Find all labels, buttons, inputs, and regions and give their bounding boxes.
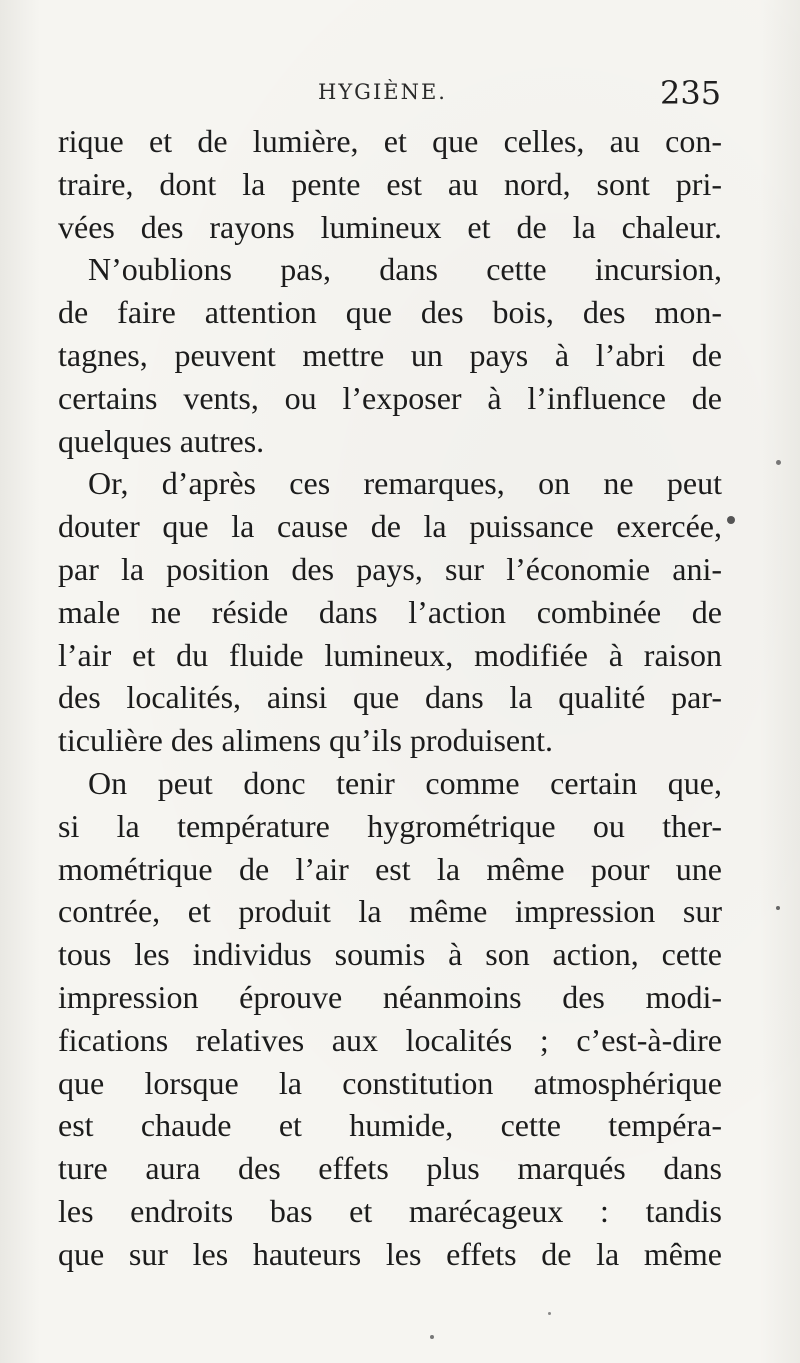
- paragraph-first-line: N’oublions pas, dans cette incursion,: [88, 251, 722, 288]
- paper-speck: [430, 1335, 434, 1339]
- text-line: mométrique de l’air est la même pour une: [58, 850, 722, 887]
- text-line: certains vents, ou l’exposer à l’influence de: [58, 379, 722, 416]
- body-text: [58, 120, 722, 1276]
- text-line: que lorsque la constitution atmosphérique: [58, 1064, 722, 1101]
- text-line: fications relatives aux localités ; c’est-à-dire: [58, 1021, 722, 1058]
- text-line: les endroits bas et marécageux : tandis: [58, 1192, 722, 1229]
- text-line: traire, dont la pente est au nord, sont pri-: [58, 165, 722, 202]
- text-line: impression éprouve néanmoins des modi-: [58, 978, 722, 1015]
- paper-speck: [776, 460, 781, 465]
- text-line: douter que la cause de la puissance exercée,: [58, 508, 722, 545]
- paper-speck: [776, 906, 780, 910]
- paragraph-first-line: Or, d’après ces remarques, on ne peut: [88, 465, 722, 502]
- paper-speck: [727, 516, 735, 524]
- paragraph-first-line: On peut donc tenir comme certain que,: [88, 764, 722, 801]
- text-line: tagnes, peuvent mettre un pays à l’abri de: [58, 336, 722, 373]
- paper-speck: [548, 1312, 551, 1315]
- text-line: male ne réside dans l’action combinée de: [58, 593, 722, 630]
- text-line: est chaude et humide, cette tempéra-: [58, 1107, 722, 1144]
- text-line: contrée, et produit la même impression sur: [58, 893, 722, 930]
- text-line: rique et de lumière, et que celles, au con-: [58, 123, 722, 159]
- paragraph-last-line: ticulière des alimens qu’ils produisent.: [58, 722, 553, 759]
- running-title: HYGIÈNE.: [318, 80, 447, 104]
- text-line: si la température hygrométrique ou ther-: [58, 807, 722, 844]
- text-line: vées des rayons lumineux et de la chaleur.: [58, 208, 722, 245]
- page-number: 235: [660, 74, 722, 112]
- text-line: l’air et du fluide lumineux, modifiée à raison: [58, 636, 722, 673]
- text-line: de faire attention que des bois, des mon-: [58, 294, 722, 331]
- text-line: des localités, ainsi que dans la qualité par-: [58, 679, 722, 716]
- text-line: que sur les hauteurs les effets de la même: [58, 1235, 722, 1272]
- text-line: tous les individus soumis à son action, cette: [58, 936, 722, 973]
- running-header: [0, 74, 800, 120]
- text-line: par la position des pays, sur l’économie ani-: [58, 550, 722, 587]
- paragraph-last-line: quelques autres.: [58, 422, 265, 459]
- text-line: ture aura des effets plus marqués dans: [58, 1150, 722, 1187]
